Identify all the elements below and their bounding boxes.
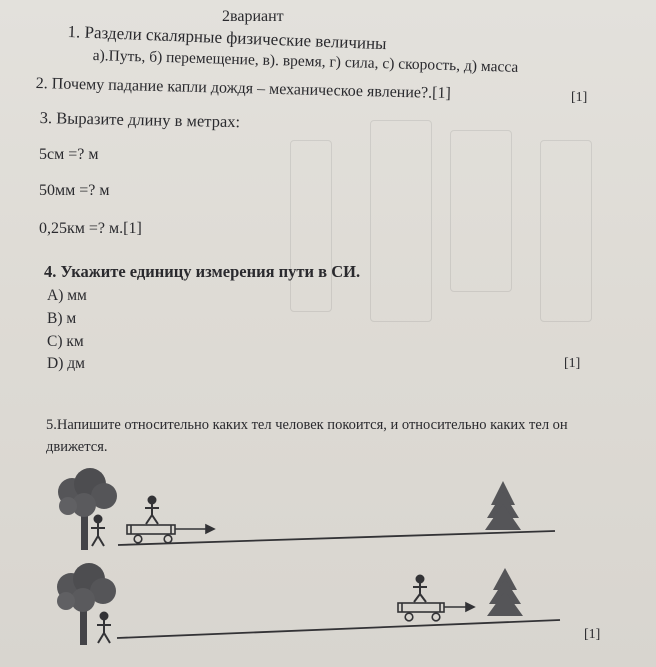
fir-tree-icon bbox=[485, 481, 521, 530]
person-on-cart-icon bbox=[413, 576, 427, 603]
variant-title: 2вариант bbox=[222, 8, 284, 25]
question-4-option: С) км bbox=[47, 333, 84, 350]
question-4-option: В) м bbox=[47, 310, 77, 327]
question-5-score: [1] bbox=[584, 627, 601, 642]
question-5-text: 5.Напишите относительно каких тел человек покоится, и относительно каких тел он bbox=[46, 417, 568, 433]
question-4-text: 4. Укажите единицу измерения пути в СИ. bbox=[44, 262, 361, 281]
question-2-text: 2. Почему падание капли дождя – механическое явление?.[1] bbox=[35, 75, 451, 103]
question-4-option: А) мм bbox=[47, 287, 87, 304]
standing-person-icon bbox=[91, 516, 105, 547]
person-on-cart-icon bbox=[145, 497, 159, 525]
question-5-text-continued: движется. bbox=[46, 439, 108, 455]
question-4-score: [1] bbox=[564, 356, 581, 371]
tree-icon bbox=[58, 468, 117, 550]
question-3-item: 50мм =? м bbox=[39, 182, 110, 199]
arrow-icon bbox=[175, 525, 214, 533]
question-1-text: 1. Раздели скалярные физические величины bbox=[67, 22, 387, 54]
question-3-item: 5см =? м bbox=[39, 146, 99, 163]
question-3-item: 0,25км =? м.[1] bbox=[39, 220, 142, 237]
arrow-icon bbox=[444, 603, 474, 611]
ground-line bbox=[117, 620, 560, 638]
question-4-option: D) дм bbox=[47, 355, 85, 372]
ground-line bbox=[118, 531, 555, 545]
question-3-text: 3. Выразите длину в метрах: bbox=[39, 108, 241, 132]
fir-tree-icon bbox=[487, 568, 523, 616]
standing-person-icon bbox=[97, 613, 111, 644]
cart-icon bbox=[127, 525, 175, 543]
cart-icon bbox=[398, 603, 444, 621]
tree-icon bbox=[57, 563, 116, 645]
question-1-score: [1] bbox=[571, 90, 588, 105]
question-1-options: а).Путь, б) перемещение, в). время, г) сила, с) скорость, д) масса bbox=[92, 47, 519, 76]
